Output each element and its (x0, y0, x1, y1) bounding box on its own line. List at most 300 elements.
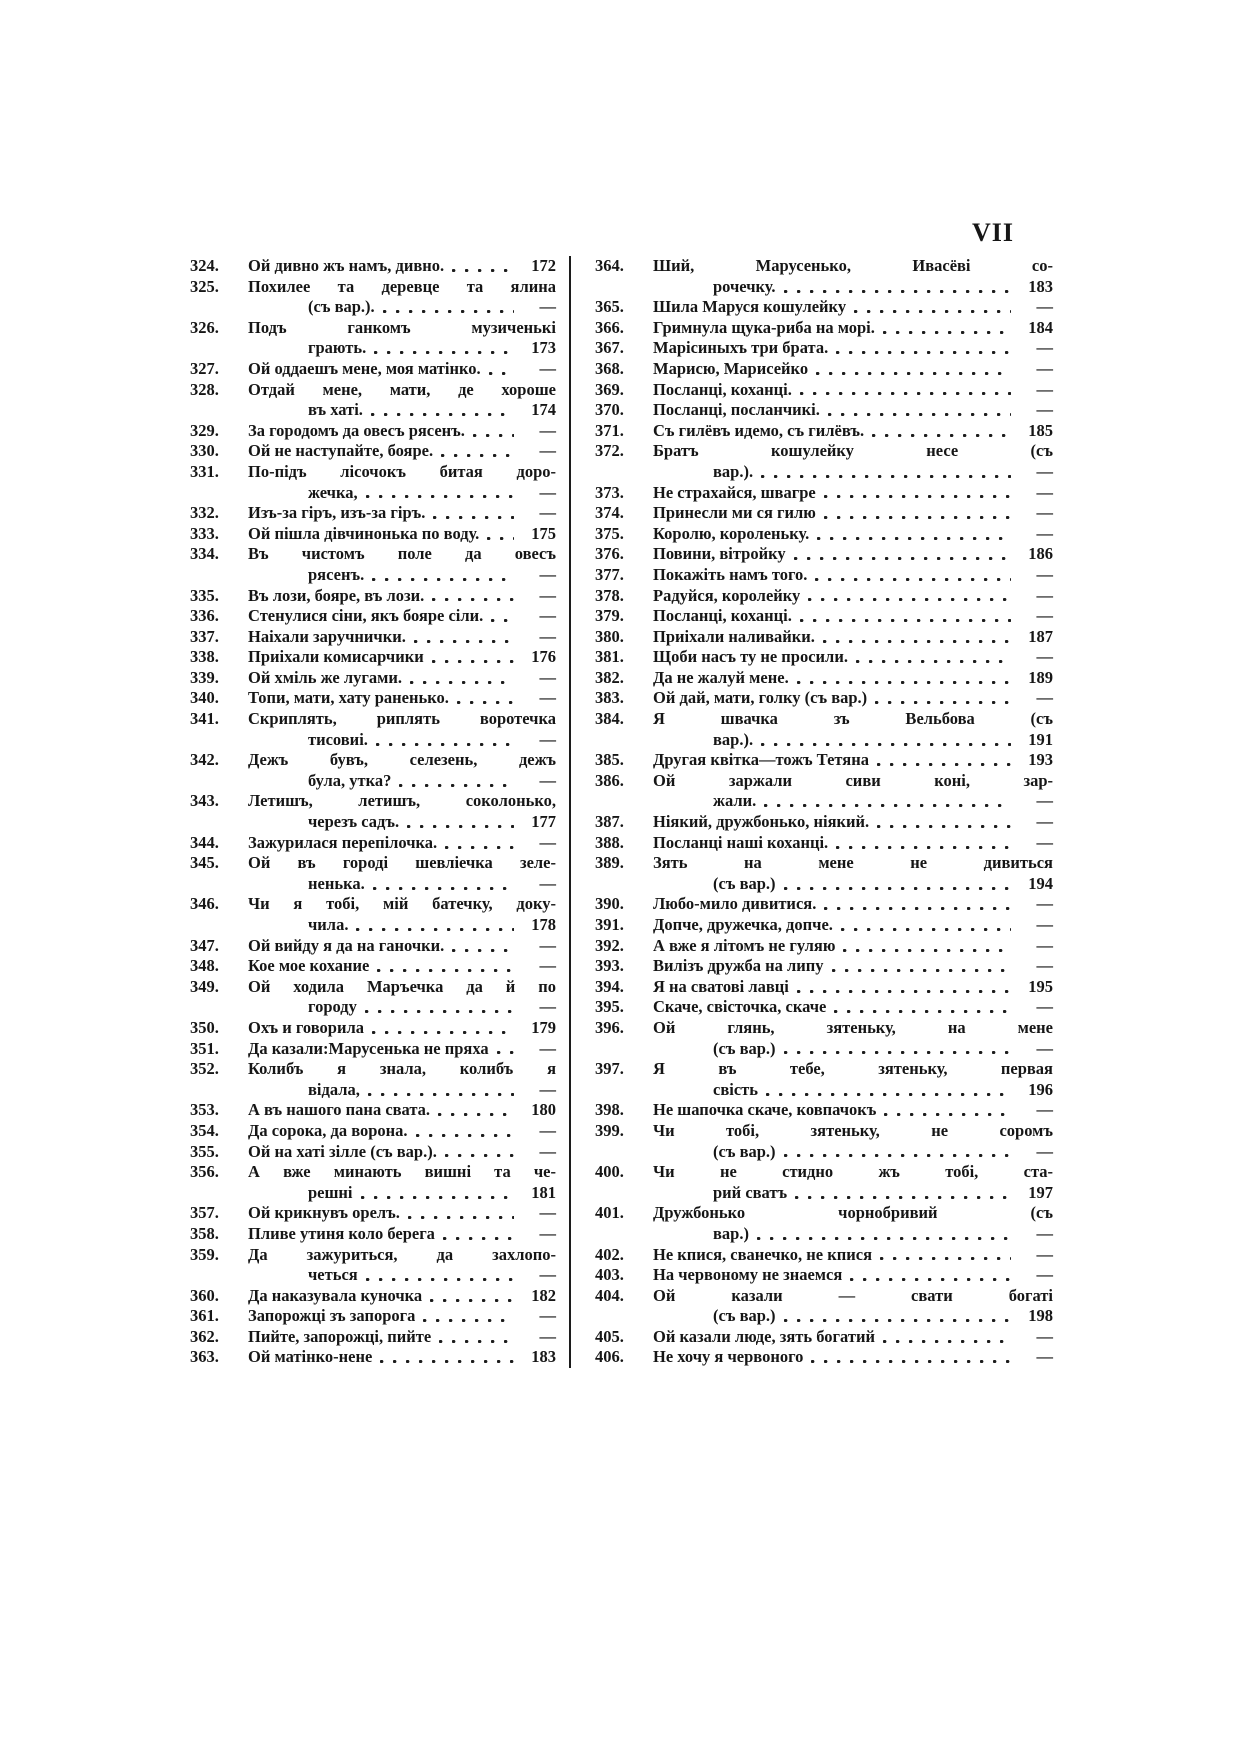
entry-page-number: — (539, 482, 556, 502)
dot-leader (766, 1080, 1011, 1101)
entry-number: 373. (595, 482, 624, 502)
dot-leader (372, 565, 514, 586)
entry-number: 327. (190, 358, 219, 378)
entry-number: 387. (595, 812, 624, 832)
entry-page-number: — (1036, 647, 1053, 667)
entry-page-number: — (1036, 379, 1053, 399)
entry-title: Братъ кошулейку несе (съ (653, 441, 1053, 461)
entry-number: 364. (595, 256, 624, 275)
entry-number: 332. (190, 503, 219, 523)
entry-title: Покажіть намъ того. (653, 564, 808, 584)
entry-number: 342. (190, 750, 219, 770)
entry-line (595, 1347, 1053, 1368)
entry-line-continuation (190, 1265, 556, 1286)
toc-entry (190, 1142, 556, 1163)
entry-line (595, 318, 1053, 339)
entry-page-number: — (539, 606, 556, 626)
entry-number: 326. (190, 317, 219, 337)
entry-page-number: — (539, 358, 556, 378)
entry-number: 378. (595, 585, 624, 605)
toc-entry (190, 256, 556, 277)
entry-number: 403. (595, 1265, 624, 1285)
dot-leader (794, 544, 1011, 565)
dot-leader (374, 338, 514, 359)
entry-line-continuation (190, 338, 556, 359)
entry-line (595, 256, 1053, 277)
entry-number: 325. (190, 276, 219, 296)
toc-entry (190, 318, 556, 359)
entry-number: 340. (190, 688, 219, 708)
entry-title: Изъ-за гіръ, изъ-за гіръ. (248, 503, 426, 523)
entry-title: Зять на мене не дивиться (653, 853, 1053, 873)
entry-title: Ой дай, мати, голку (съ вар.) (653, 688, 868, 708)
entry-number: 324. (190, 256, 219, 275)
toc-entry (190, 277, 556, 318)
entry-title: Ой крикнувъ орелъ. (248, 1203, 400, 1223)
entry-title: Подъ ганкомъ музиченькі (248, 317, 556, 337)
entry-line (190, 1039, 556, 1060)
entry-line (595, 421, 1053, 442)
entry-line (595, 606, 1053, 627)
dot-leader (824, 503, 1011, 524)
entry-line-continuation (595, 1183, 1053, 1204)
dot-leader (808, 586, 1011, 607)
entry-page-number: — (539, 441, 556, 461)
entry-page-number: 181 (531, 1182, 556, 1202)
entry-title: Я швачка зъ Вельбова (съ (653, 709, 1053, 729)
dot-leader (443, 1224, 514, 1245)
entry-number: 338. (190, 647, 219, 667)
toc-entry (595, 894, 1053, 915)
dot-leader (784, 1306, 1011, 1327)
toc-entry (595, 256, 1053, 297)
dot-leader (828, 400, 1011, 421)
dot-leader (816, 359, 1011, 380)
dot-leader (800, 380, 1011, 401)
dot-leader (883, 318, 1011, 339)
entry-page-number: — (1036, 1223, 1053, 1243)
entry-title: Ой оддаешъ мене, моя матінко. (248, 358, 481, 378)
entry-line (190, 462, 556, 483)
entry-title: Колибъ я знала, колибъ я (248, 1059, 556, 1079)
entry-title: Ой матінко-нене (248, 1347, 373, 1367)
entry-number: 382. (595, 667, 624, 687)
entry-title: На червоному не знаемся (653, 1265, 843, 1285)
entry-line-continuation (190, 565, 556, 586)
entry-number: 394. (595, 976, 624, 996)
entry-title: Чи не стидно жъ тобі, ста- (653, 1162, 1053, 1182)
entry-line (595, 524, 1053, 545)
entry-number: 406. (595, 1347, 624, 1367)
entry-number: 405. (595, 1326, 624, 1346)
toc-entry (595, 688, 1053, 709)
entry-number: 374. (595, 503, 624, 523)
entry-number: 333. (190, 523, 219, 543)
entry-page-number: — (1036, 461, 1053, 481)
entry-number: 363. (190, 1347, 219, 1367)
entry-line (595, 956, 1053, 977)
entry-line (190, 627, 556, 648)
entry-number: 366. (595, 317, 624, 337)
entry-number: 385. (595, 750, 624, 770)
toc-entry (595, 1327, 1053, 1348)
entry-line (595, 936, 1053, 957)
entry-number: 381. (595, 647, 624, 667)
toc-entry (595, 771, 1053, 812)
toc-entry (190, 1347, 556, 1368)
entry-line (190, 1327, 556, 1348)
entry-title: Посланці, посланчикі. (653, 400, 820, 420)
entry-page-number: — (539, 688, 556, 708)
entry-title: Ой на хаті зілле (съ вар.). (248, 1141, 437, 1161)
dot-leader (407, 812, 514, 833)
entry-page-number: 198 (1028, 1306, 1053, 1326)
entry-page-number: — (539, 297, 556, 317)
entry-line (595, 977, 1053, 998)
entry-number: 380. (595, 626, 624, 646)
entry-page-number: — (1036, 503, 1053, 523)
dot-leader (795, 1183, 1011, 1204)
entry-page-number: — (1036, 1244, 1053, 1264)
dot-leader (366, 483, 514, 504)
entry-line-continuation (190, 997, 556, 1018)
entry-title-continued: вар.). (713, 729, 754, 749)
toc-entry (190, 853, 556, 894)
entry-line-continuation (190, 297, 556, 318)
dot-leader (872, 421, 1011, 442)
entry-page-number: — (539, 503, 556, 523)
entry-title-continued: городу (308, 997, 357, 1017)
entry-line-continuation (595, 730, 1053, 751)
entry-title-continued: (съ вар.) (713, 1038, 776, 1058)
entry-page-number: — (539, 832, 556, 852)
toc-entry (190, 936, 556, 957)
entry-title-continued: (съ вар.) (713, 873, 776, 893)
entry-line-continuation (190, 915, 556, 936)
toc-entry (190, 956, 556, 977)
dot-leader (380, 1347, 514, 1368)
entry-number: 393. (595, 956, 624, 976)
entry-number: 348. (190, 956, 219, 976)
entry-number: 345. (190, 853, 219, 873)
entry-title-continued: рясенъ. (308, 564, 365, 584)
entry-line (595, 338, 1053, 359)
entry-line (190, 606, 556, 627)
entry-line (595, 1100, 1053, 1121)
entry-page-number: 183 (1028, 276, 1053, 296)
entry-title: Я въ тебе, зятеньку, первая (653, 1059, 1053, 1079)
dot-leader (368, 1080, 514, 1101)
entry-page-number: — (1036, 1038, 1053, 1058)
entry-line-continuation (595, 1142, 1053, 1163)
toc-entry (595, 441, 1053, 482)
dot-leader (761, 462, 1011, 483)
entry-page-number: — (539, 1326, 556, 1346)
entry-page-number: 186 (1028, 544, 1053, 564)
toc-entry (595, 524, 1053, 545)
entry-line (595, 586, 1053, 607)
entry-line (190, 441, 556, 462)
toc-entry (595, 709, 1053, 750)
dot-leader (433, 503, 514, 524)
entry-page-number: 195 (1028, 976, 1053, 996)
entry-number: 371. (595, 420, 624, 440)
entry-number: 397. (595, 1059, 624, 1079)
entry-line (595, 1286, 1053, 1307)
entry-line (190, 503, 556, 524)
entry-page-number: 183 (531, 1347, 556, 1367)
entry-number: 358. (190, 1223, 219, 1243)
toc-entry (190, 791, 556, 832)
toc-entry (595, 421, 1053, 442)
toc-entry (190, 1245, 556, 1286)
entry-number: 399. (595, 1120, 624, 1140)
entry-number: 400. (595, 1162, 624, 1182)
entry-title: Вилізъ дружба на липу (653, 956, 824, 976)
dot-leader (432, 647, 514, 668)
entry-title: Да наказувала куночка (248, 1285, 423, 1305)
entry-page-number: 197 (1028, 1182, 1053, 1202)
entry-line (190, 688, 556, 709)
entry-number: 372. (595, 441, 624, 461)
entry-line (190, 380, 556, 401)
entry-line (190, 709, 556, 730)
dot-leader (489, 359, 514, 380)
entry-line-continuation (190, 771, 556, 792)
entry-title: Чи тобі, зятеньку, не соромъ (653, 1120, 1053, 1140)
entry-number: 357. (190, 1203, 219, 1223)
entry-title: А въ нашого пана свата. (248, 1100, 431, 1120)
dot-leader (832, 956, 1011, 977)
toc-entry (595, 812, 1053, 833)
toc-entry (595, 1018, 1053, 1059)
toc-entry (190, 668, 556, 689)
entry-page-number: — (1036, 400, 1053, 420)
dot-leader (497, 1039, 514, 1060)
entry-number: 398. (595, 1100, 624, 1120)
entry-line (595, 853, 1053, 874)
entry-title: Принесли ми ся гилю (653, 503, 816, 523)
dot-leader (473, 421, 514, 442)
entry-number: 379. (595, 606, 624, 626)
toc-entry (595, 1286, 1053, 1327)
dot-leader (432, 586, 514, 607)
dot-leader (834, 997, 1011, 1018)
entry-page-number: 191 (1028, 729, 1053, 749)
entry-page-number: — (1036, 956, 1053, 976)
entry-title: Скриплять, риплять воротечка (248, 709, 556, 729)
entry-title: Шила Маруся кошулейку (653, 297, 847, 317)
entry-line (595, 1121, 1053, 1142)
entry-page-number: 172 (531, 256, 556, 275)
entry-page-number: — (539, 1038, 556, 1058)
entry-number: 388. (595, 832, 624, 852)
entry-line (190, 277, 556, 298)
toc-entry (595, 503, 1053, 524)
entry-line (595, 771, 1053, 792)
toc-entry (595, 359, 1053, 380)
entry-title-continued: (съ вар.) (713, 1306, 776, 1326)
entry-line (190, 1142, 556, 1163)
entry-page-number: 182 (531, 1285, 556, 1305)
entry-number: 360. (190, 1285, 219, 1305)
entry-title: Запорожці зъ запорога (248, 1306, 416, 1326)
entry-title: Ой дивно жъ намъ, дивно. (248, 256, 445, 275)
entry-page-number: 177 (531, 812, 556, 832)
dot-leader (797, 668, 1011, 689)
dot-leader (414, 627, 514, 648)
entry-number: 344. (190, 832, 219, 852)
entry-line (190, 421, 556, 442)
dot-leader (365, 997, 514, 1018)
entry-line (595, 380, 1053, 401)
dot-leader (761, 730, 1011, 751)
entry-title: Ой глянь, зятеньку, на мене (653, 1017, 1053, 1037)
toc-entry (190, 441, 556, 462)
dot-leader (877, 750, 1011, 771)
entry-page-number: — (1036, 1141, 1053, 1161)
entry-line (190, 1306, 556, 1327)
dot-leader (452, 256, 514, 277)
dot-leader (452, 936, 514, 957)
toc-entry (190, 503, 556, 524)
toc-entry (595, 1121, 1053, 1162)
entry-number: 375. (595, 523, 624, 543)
entry-page-number: 175 (531, 523, 556, 543)
entry-line (595, 441, 1053, 462)
entry-number: 330. (190, 441, 219, 461)
entry-title: Не шапочка скаче, ковпачокъ (653, 1100, 877, 1120)
entry-line-continuation (595, 1224, 1053, 1245)
entry-number: 396. (595, 1017, 624, 1037)
dot-leader (371, 400, 514, 421)
entry-line (190, 853, 556, 874)
entry-title-continued: жали. (713, 791, 757, 811)
entry-title-continued: свість (713, 1079, 758, 1099)
entry-title-continued: (съ вар.). (308, 297, 375, 317)
entry-page-number: — (1036, 585, 1053, 605)
entry-title: Въ лози, бояре, въ лози. (248, 585, 425, 605)
entry-page-number: — (539, 997, 556, 1017)
entry-page-number: — (539, 1120, 556, 1140)
entry-line (595, 1018, 1053, 1039)
entry-line (190, 1245, 556, 1266)
dot-leader (487, 524, 514, 545)
entry-title: Приіхали наливайки. (653, 626, 815, 646)
toc-entry (190, 524, 556, 545)
toc-entry (190, 647, 556, 668)
toc-entry (595, 483, 1053, 504)
toc-entry (595, 1265, 1053, 1286)
dot-leader (376, 730, 514, 751)
entry-title: За городомъ да овесъ рясенъ. (248, 420, 465, 440)
entry-title: Да казали:Марусенька не пряха (248, 1038, 489, 1058)
entry-title: Стенулися сіни, якъ бояре сіли. (248, 606, 484, 626)
entry-page-number: — (1036, 1265, 1053, 1285)
dot-leader (884, 1100, 1011, 1121)
dot-leader (877, 812, 1011, 833)
entry-page-number: 185 (1028, 420, 1053, 440)
entry-title: Топи, мати, хату раненько. (248, 688, 449, 708)
entry-page-number: — (1036, 564, 1053, 584)
toc-column-left (190, 256, 571, 1368)
entry-number: 368. (595, 358, 624, 378)
entry-page-number: — (1036, 894, 1053, 914)
entry-title-continued: рий сватъ (713, 1182, 788, 1202)
entry-number: 391. (595, 915, 624, 934)
entry-page-number: — (539, 1079, 556, 1099)
entry-title: Марисю, Марисейко (653, 358, 809, 378)
toc-entry (595, 1162, 1053, 1203)
toc-entry (595, 318, 1053, 339)
entry-page-number: — (1036, 812, 1053, 832)
entry-page-number: — (539, 420, 556, 440)
toc-entry (190, 1059, 556, 1100)
entry-line-continuation (595, 874, 1053, 895)
entry-number: 376. (595, 544, 624, 564)
entry-title: Не кпися, сванечко, не кпися (653, 1244, 873, 1264)
entry-line-continuation (190, 812, 556, 833)
dot-leader (441, 441, 514, 462)
entry-page-number: 176 (531, 647, 556, 667)
entry-number: 343. (190, 791, 219, 811)
entry-number: 347. (190, 935, 219, 955)
dot-leader (800, 606, 1011, 627)
toc-entry (595, 956, 1053, 977)
entry-line (595, 688, 1053, 709)
entry-title: А вже я літомъ не гуляю (653, 935, 836, 955)
entry-line (595, 1245, 1053, 1266)
toc-entry (190, 1224, 556, 1245)
entry-page-number: 179 (531, 1017, 556, 1037)
dot-leader (457, 688, 514, 709)
entry-title: Приіхали комисарчики (248, 647, 424, 667)
dot-leader (764, 791, 1011, 812)
dot-leader (361, 1183, 514, 1204)
toc-entry (595, 750, 1053, 771)
entry-title: Посланці, коханці. (653, 379, 792, 399)
entry-line (595, 1162, 1053, 1183)
entry-title: Съ гилёвъ идемо, съ гилёвъ. (653, 420, 865, 440)
dot-leader (784, 277, 1011, 298)
toc-entry (190, 462, 556, 503)
dot-leader (836, 833, 1011, 854)
entry-line (595, 709, 1053, 730)
dot-leader (836, 338, 1011, 359)
entry-page-number: 173 (531, 338, 556, 358)
entry-line (595, 750, 1053, 771)
entry-line (595, 1327, 1053, 1348)
toc-entry (595, 647, 1053, 668)
entry-page-number: — (1036, 935, 1053, 955)
entry-title: Не страхайся, швагре (653, 482, 816, 502)
entry-page-number: 180 (531, 1100, 556, 1120)
dot-leader (880, 1245, 1011, 1266)
entry-line (595, 565, 1053, 586)
toc-entry (595, 380, 1053, 401)
entry-title: Щоби насъ ту не просили. (653, 647, 848, 667)
entry-title: Летишъ, летишъ, соколонько, (248, 791, 556, 811)
entry-page-number: — (539, 1306, 556, 1326)
dot-leader (430, 1286, 514, 1307)
entry-title: Охъ и говорила (248, 1017, 364, 1037)
entry-number: 350. (190, 1017, 219, 1037)
entry-line (190, 894, 556, 915)
toc-entry (595, 565, 1053, 586)
entry-page-number: — (1036, 832, 1053, 852)
toc-entry (595, 400, 1053, 421)
entry-title-continued: ненька. (308, 873, 365, 893)
